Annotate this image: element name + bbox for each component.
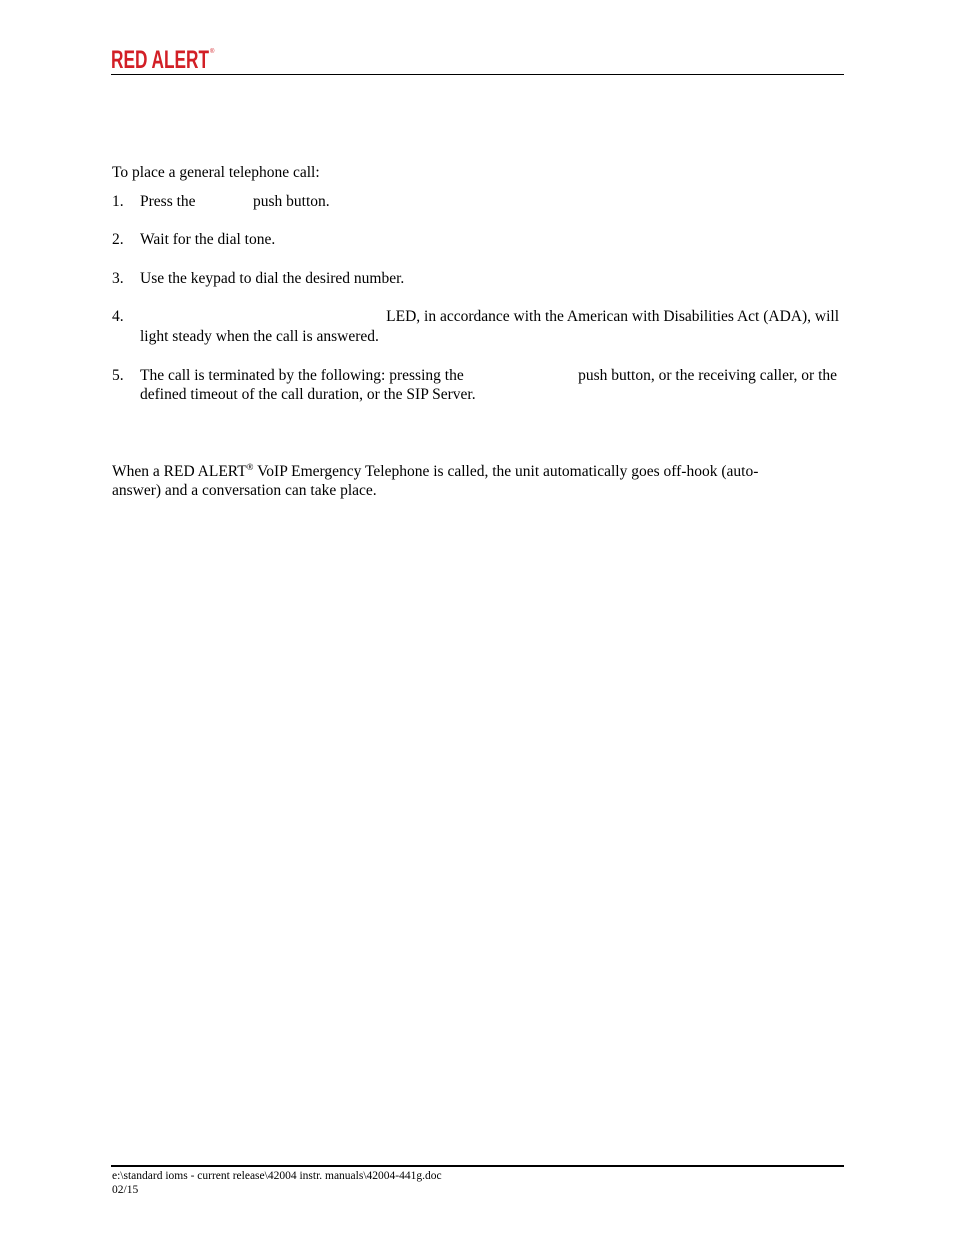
auto-answer-line2: answer) and a conversation can take place. — [112, 482, 377, 499]
step-3-text: Use the keypad to dial the desired number. — [140, 270, 405, 287]
auto-answer-lead: When a RED ALERT — [112, 463, 247, 480]
step-4-text-line1: LED, in accordance with the American with Disabilities Act (ADA), will — [386, 308, 839, 325]
red-alert-logo — [111, 44, 217, 71]
step-2-text: Wait for the dial tone. — [140, 231, 276, 248]
step-5-text-line2: defined timeout of the call duration, or the SIP Server. — [140, 386, 476, 403]
step-1-text-a: Press the — [140, 193, 196, 210]
header-rule — [111, 74, 844, 75]
footer-date: 02/15 — [112, 1184, 139, 1196]
registered-mark: ® — [246, 462, 254, 472]
footer-file-path: e:\standard ioms - current release\42004 instr. manuals\42004-441g.doc — [112, 1170, 442, 1182]
step-1-text-b: push button. — [253, 193, 330, 210]
step-5-text-line1-a: The call is terminated by the following: pressing the — [140, 367, 464, 384]
step-2-number: 2. — [112, 231, 124, 248]
step-4-number: 4. — [112, 308, 124, 325]
red-alert-logo-graphic — [111, 44, 217, 71]
step-3-number: 3. — [112, 270, 124, 287]
footer-rule — [111, 1165, 844, 1167]
intro-text: To place a general telephone call: — [112, 164, 320, 181]
auto-answer-line1 — [112, 462, 834, 482]
step-5-text-line1-b: push button, or the receiving caller, or the — [578, 367, 837, 384]
step-5-number: 5. — [112, 367, 124, 384]
logo-wordmark: RED ALERT — [111, 46, 209, 71]
auto-answer-rest: VoIP Emergency Telephone is called, the unit automatically goes off-hook (auto- — [253, 463, 759, 480]
logo-registered-mark: ® — [210, 49, 215, 55]
step-1-number: 1. — [112, 193, 124, 210]
step-4-text-line2: light steady when the call is answered. — [140, 328, 379, 345]
